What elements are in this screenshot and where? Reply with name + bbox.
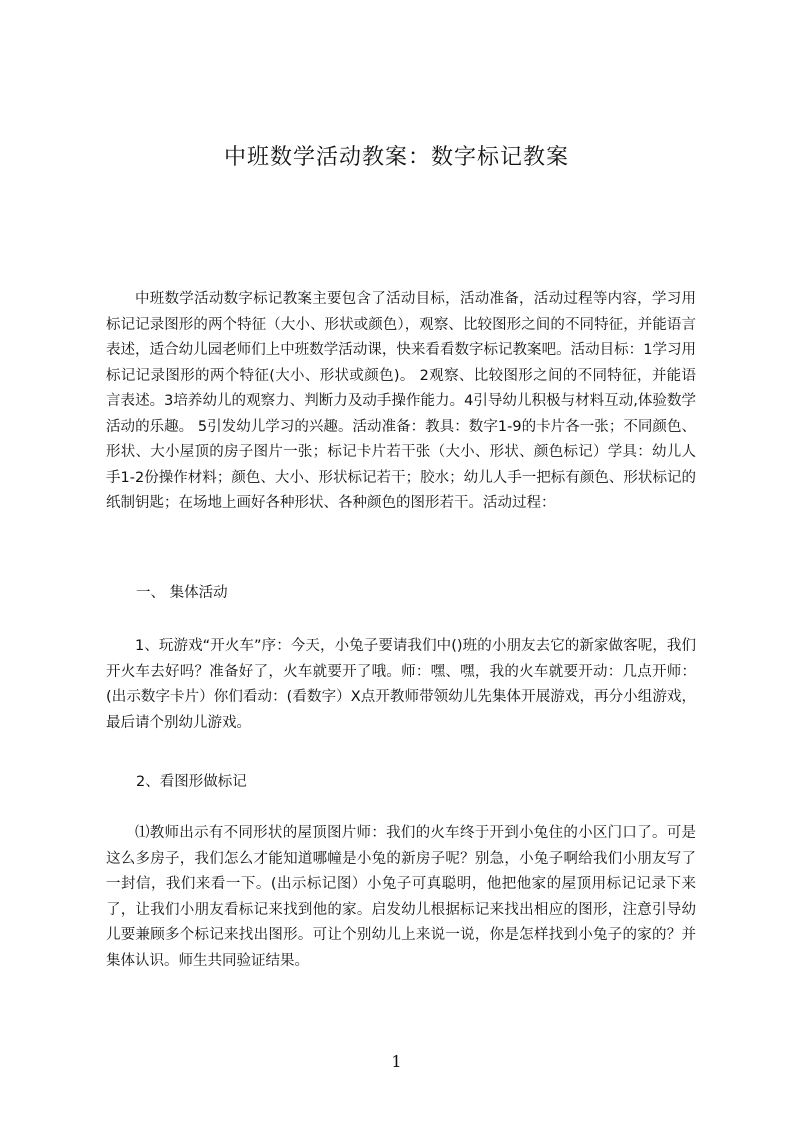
section-heading-collective-activity: 一、 集体活动	[136, 585, 228, 601]
section1-paragraph: 1、玩游戏“开火车”序：今天，小兔子要请我们中()班的小朋友去它的新家做客呢，我们开火车去好吗？准备好了，火车就要开了哦。师：嘿、嘿，我的火车就要开动：几点开师：(出示数字卡片）你们看动：(看数字）X点开教师带领幼儿先集体开展游戏，再分小组游戏，最后请个别幼儿游戏。	[106, 638, 696, 731]
intro-paragraph: 中班数学活动数字标记教案主要包含了活动目标，活动准备，活动过程等内容，学习用标记记录图形的两个特征（大小、形状或颜色），观察、比较图形之间的不同特征，并能语言表述，适合幼儿园老师们上中班数学活动课，快来看看数字标记教案吧。活动目标：1学习用标记记录图形的两个特征(大小、形状或颜色)。 2观察、比较图形之间的不同特征，并能语言表述。3培养幼儿的观察力、判断力及动手操作能力。4引导幼儿积极与材料互动,体验数学活动的乐趣。 5引发幼儿学习的兴趣。活动准备：教具：数字1-9的卡片各一张；不同颜色、形状、大小屋顶的房子图片一张；标记卡片若干张（大小、形状、颜色标记）学具：幼儿人手1-2份操作材料；颜色、大小、形状标记若干；胶水；幼儿人手一把标有颜色、形状标记的纸制钥匙；在场地上画好各种形状、各种颜色的图形若干。活动过程：	[106, 291, 696, 511]
section-heading-look-shapes: 2、看图形做标记	[136, 774, 247, 790]
section2-paragraph: ⑴教师出示有不同形状的屋顶图片师：我们的火车终于开到小兔住的小区门口了。可是这么多房子，我们怎么才能知道哪幢是小兔的新房子呢？别急，小兔子啊给我们小朋友写了一封信，我们来看一下。(出示标记图）小兔子可真聪明，他把他家的屋顶用标记记录下来了，让我们小朋友看标记来找到他的家。启发幼儿根据标记来找出相应的图形，注意引导幼儿要兼顾多个标记来找出图形。可让个别幼儿上来说一说，你是怎样找到小兔子的家的？并集体认识。师生共同验证结果。	[106, 825, 696, 969]
page-number: 1	[391, 1052, 402, 1071]
page-title: 中班数学活动教案：数字标记教案	[223, 145, 569, 170]
